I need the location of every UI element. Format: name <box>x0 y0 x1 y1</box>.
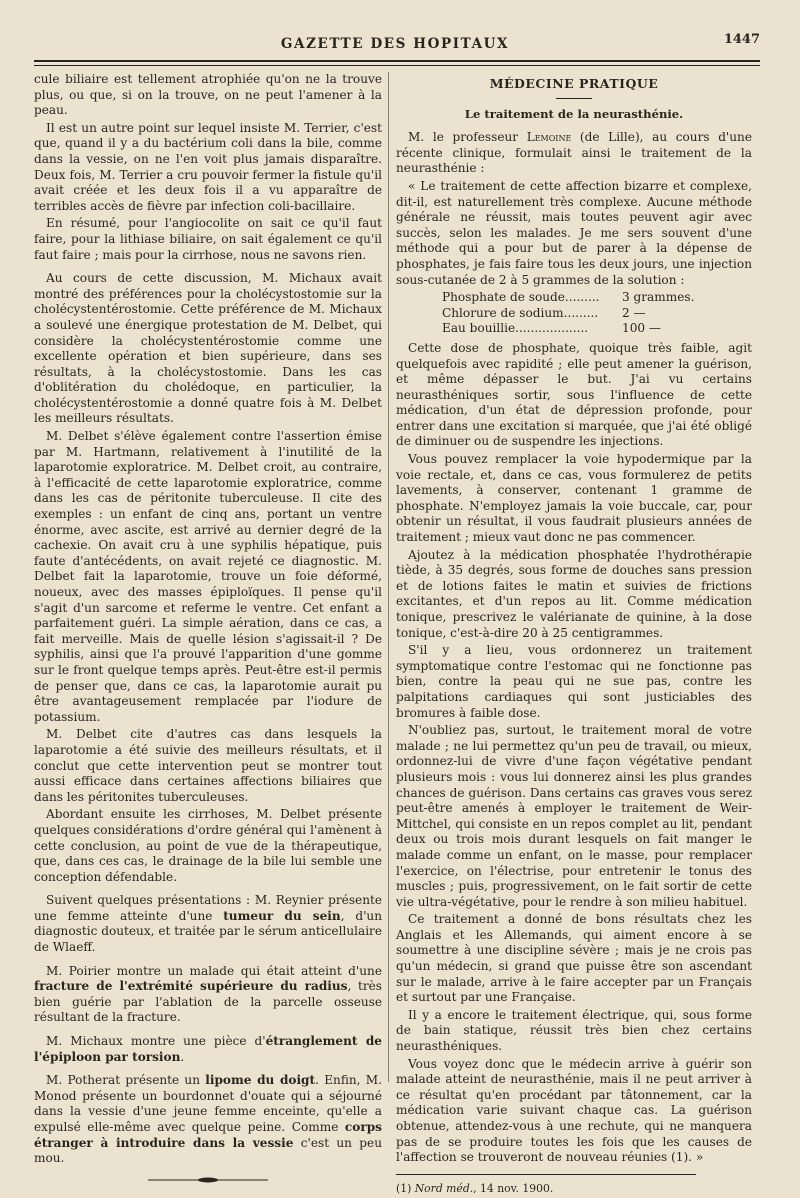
footnote-date: , 14 nov. 1900. <box>473 1181 554 1195</box>
paragraph: Il est un autre point sur lequel insiste M. Terrier, c'est que, quand il y a du bactérium coli dans la bile, comme dans la vessie, on ne l'en voit plus jamais disparaître. Deux fois, M. Terrier a cru pouvoir fermer la fistule qu'il avait créée et les deux fois il a vu apparaître de terribles accès de fièvre par infection coli-bacillaire. <box>34 120 382 213</box>
text-run: M. Poirier montre un malade qui était atteint d'une <box>46 963 382 978</box>
paragraph: Vous pouvez remplacer la voie hypodermique par la voie rectale, et, dans ce cas, vous formulerez de petits lavements, à conserver, contenant 1 gramme de phosphate. N'employez jamais la voie buccale, car, pour obtenir un résultat, il vous faudrait plusieurs années de traitement ; mieux vaut donc ne pas commencer. <box>396 452 752 545</box>
ornament-rule-icon <box>148 1176 268 1184</box>
paragraph: Vous voyez donc que le médecin arrive à guérir son malade atteint de neurasthénie, mais il ne peut arriver à ce résultat qu'en procédant par tâtonnement, car la médication varie suivant chaque cas. La guérison obtenue, attendez-vous à une rechute, qui ne manquera pas de se produire toutes les fois que les causes de l'affection se trouveront de nouveau réunies (1). » <box>396 1056 752 1165</box>
paragraph-potherat <box>34 1073 382 1167</box>
paragraph-michaux <box>34 1034 382 1065</box>
paragraph: Ce traitement a donné de bons résultats chez les Anglais et les Allemands, qui aiment encore à se soumettre à une discipline sévère ; mais je ne crois pas qu'un médecin, si grand que puisse être son ascendant sur le malade, arrive à le faire accepter par un Français et surtout par une Française. <box>396 912 752 1005</box>
text-run: . Enfin, M. Monod présente un bourdonnet d'ouate qui a séjourné dans la vessie d'une jeune femme enceinte, qu'elle a expulsé elle-même avec quelque peine. Comme <box>34 1073 383 1134</box>
paragraph: En résumé, pour l'angiocolite on sait ce qu'il faut faire, pour la lithiase biliaire, on sait également ce qu'il faut faire ; mais pour la cirrhose, nous ne savons rien. <box>34 216 382 262</box>
paragraph: cule biliaire est tellement atrophiée qu'on ne la trouve plus, ou que, si on la trouve, on ne peut l'amener à la peau. <box>34 72 382 118</box>
prescription-formula <box>442 290 712 337</box>
footnote-rule <box>396 1174 696 1175</box>
formula-qty: 3 grammes. <box>622 290 695 305</box>
formula-qty: 100 — <box>622 321 662 336</box>
text-run: (de Lille), au cours d'une récente clinique, formulait ainsi le traitement de la neurasthénie : <box>396 130 752 176</box>
paragraph: Ajoutez à la médication phosphatée l'hydrothérapie tiède, à 35 degrés, sous forme de douches sans pression et de lotions faites le matin et suivies de frictions excitantes, et d'un repos au lit. Comme médication tonique, prescrivez le valérianate de quinine, à la dose tonique, c'est-à-dire 20 à 25 centigrammes. <box>396 547 752 640</box>
text-run: , très bien guérie par l'ablation de la parcelle osseuse résultant de la fracture. <box>34 979 382 1025</box>
bold-term: fracture de l'extrémité supérieure du radius <box>34 979 348 994</box>
bold-term: étranglement de l'épiploon par torsion <box>34 1034 382 1064</box>
right-column <box>396 72 752 1198</box>
paragraph: N'oubliez pas, surtout, le traitement moral de votre malade ; ne lui permettez qu'un peu de travail, ou mieux, ordonnez-lui de vivre d'une façon végétative pendant plusieurs mois : vous lui donnerez ainsi les plus grandes chances de guérison. Dans certains cas graves vous serez peut-être amenés à employer le traitement de Weir-Mittchel, qui consiste en un repos complet au lit, pendant deux ou trois mois durant lesquels on fait manger le malade comme un enfant, on le masse, pour remplacer l'exercice, on l'électrise, pour entretenir le tonus des muscles ; puis, progressivement, on le fait sortir de cette vie ultra-végétative, pour le rendre à son milieu habituel. <box>396 723 752 909</box>
paragraph-presentations <box>34 893 382 955</box>
paragraph: Au cours de cette discussion, M. Michaux avait montré des préférences pour la cholécystostomie sur la cholécystentérostomie. Cette préférence de M. Michaux a soulevé une énergique protestation de M. Delbet, qui considère la cholécystentérostomie comme une excellente opération et bien supérieure, dans ses résultats, à la cholécystostomie. Dans les cas d'oblitération du cholédoque, en particulier, la cholécystentérostomie a donné quatre fois à M. Delbet les meilleurs résultats. <box>34 271 382 426</box>
formula-row <box>442 321 712 337</box>
formula-row <box>442 290 712 306</box>
paragraph-poirier <box>34 964 382 1026</box>
journal-title: GAZETTE DES HOPITAUX <box>280 36 510 52</box>
end-ornament <box>34 1173 382 1189</box>
article-subtitle: Le traitement de la neurasthénie. <box>464 106 684 121</box>
column-divider <box>388 72 389 1082</box>
text-run: M. Michaux montre une pièce d' <box>46 1034 266 1049</box>
paragraph: Cette dose de phosphate, quoique très faible, agit quelquefois avec rapidité ; elle peut amener la guérison, et même dépasser le but. J'ai vu certains neurasthéniques sortir, sous l'influence de cette médication, d'un état de dépression profonde, pour entrer dans une excitation si marquée, que j'ai été obligé de diminuer ou de suspendre les injections. <box>396 340 752 449</box>
text-run: c'est un peu mou. <box>34 1135 382 1166</box>
formula-item: Eau bouillie................... <box>442 321 589 336</box>
bold-term: tumeur du sein <box>223 908 341 923</box>
paragraph-intro <box>396 130 752 177</box>
text-run: M. le professeur <box>408 130 527 145</box>
text-run: , d'un diagnostic douteux, et traitée par le sérum anticellulaire de Wlaeff. <box>34 908 382 955</box>
author-name: Lemoine <box>526 130 572 145</box>
title-rule <box>556 98 592 99</box>
paragraph: M. Delbet s'élève également contre l'assertion émise par M. Hartmann, relativement à l'inutilité de la laparotomie exploratrice. M. Delbet croit, au contraire, à l'efficacité de cette laparotomie exploratrice, comme dans les cas de péritonite tuberculeuse. Il cite des exemples : un enfant de cinq ans, portant un ventre énorme, avec ascite, est arrivé au dernier degré de la cachexie. On avait cru à une syphilis hépatique, puis faute d'antécédents, on avait rejeté ce diagnostic. M. Delbet fait la laparotomie, trouve un foie déformé, noueux, avec des masses épiploïques. Il pense qu'il s'agit d'un sarcome et referme le ventre. Cet enfant a parfaitement guéri. La simple aération, dans ce cas, a fait merveille. Mais de quelle lésion s'agissait-il ? De syphilis, ainsi que l'a prouvé l'apparition d'une gomme sur le front quelque temps après. Peut-être est-il permis de penser que, dans ce cas, la laparotomie aurait pu être avantageusement remplacée par l'iodure de potassium. <box>34 429 382 724</box>
footnote-source: Nord méd. <box>414 1181 474 1195</box>
formula-item: Chlorure de sodium......... <box>442 305 599 320</box>
formula-item: Phosphate de soude......... <box>442 290 600 305</box>
bold-term: corps étranger à introduire dans la vessie <box>34 1120 382 1150</box>
paragraph: M. Delbet cite d'autres cas dans lesquels la laparotomie a été suivie des meilleurs résultats, et il conclut que cette intervention peut se montrer tout aussi efficace dans certaines affections biliaires que dans les péritonites tuberculeuses. <box>34 727 382 804</box>
paragraph: « Le traitement de cette affection bizarre et complexe, dit-il, est naturellement très complexe. Aucune méthode générale ne réussit, mais toutes peuvent agir avec succès, selon les malades. Je me sers souvent d'une méthode qui a pour but de parer à la dépense de phosphates, je fais faire tous les deux jours, une injection sous-cutanée de 2 à 5 grammes de la solution : <box>396 178 752 287</box>
paragraph: Abordant ensuite les cirrhoses, M. Delbet présente quelques considérations d'ordre général qui l'amènent à cette conclusion, au point de vue de la thérapeutique, que, dans ces cas, le drainage de la bile lui semble une conception défendable. <box>34 807 382 884</box>
footnote-number: (1) <box>396 1181 415 1195</box>
paragraph: S'il y a lieu, vous ordonnerez un traitement symptomatique contre l'estomac qui ne fonctionne pas bien, contre la peau qui ne sue pas, contre les palpitations cardiaques qui sont justiciables des bromures à faible dose. <box>396 643 752 720</box>
section-title: MÉDECINE PRATIQUE <box>489 76 659 91</box>
left-column <box>34 72 382 1188</box>
bold-term: lipome du doigt <box>205 1073 316 1088</box>
paragraph: Il y a encore le traitement électrique, qui, sous forme de bain statique, réussit très bien chez certains neurasthéniques. <box>396 1007 752 1054</box>
formula-qty: 2 — <box>622 305 646 320</box>
page-header <box>30 28 760 58</box>
text-run: M. Potherat présente un <box>46 1073 206 1088</box>
formula-row <box>442 306 712 322</box>
header-rule <box>34 60 760 66</box>
page-number: 1447 <box>723 32 760 47</box>
text-run: Suivent quelques présentations : M. Reynier présente une femme atteinte d'une <box>34 893 382 923</box>
footnote <box>396 1181 752 1197</box>
text-run: . <box>180 1049 185 1064</box>
